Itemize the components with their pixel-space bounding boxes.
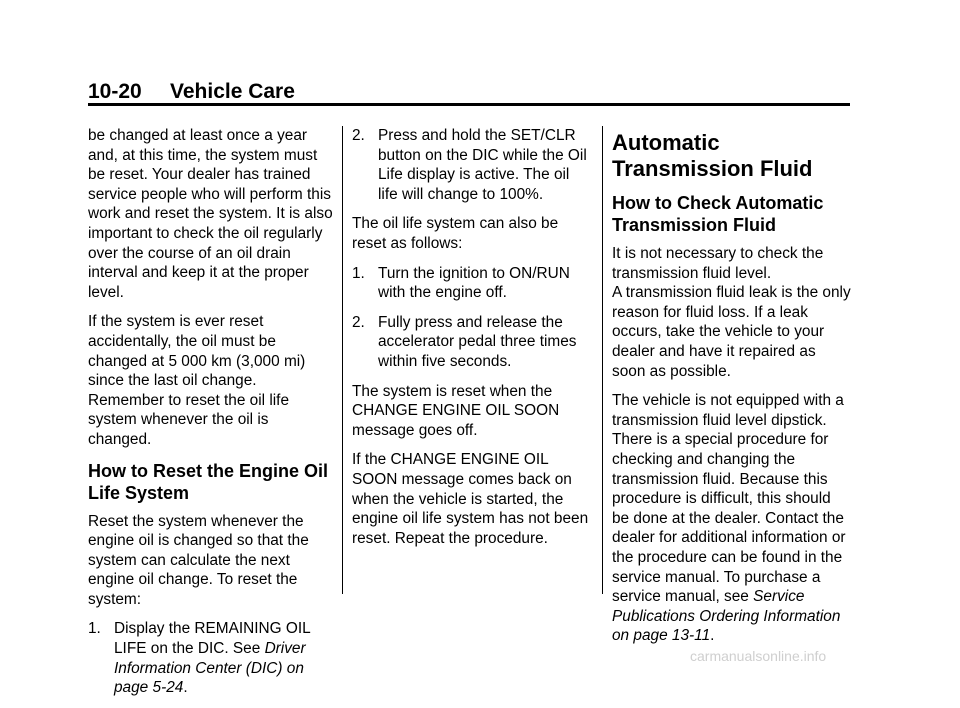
list-item: 2. Fully press and release the accelerator pedal three times within five seconds.: [352, 313, 577, 370]
page-number: 10-20: [88, 80, 142, 103]
list-item: 2. Press and hold the SET/CLR button on the DIC while the Oil Life display is active. The oil life will change to 100%.: [352, 127, 587, 203]
column-divider-2: [602, 126, 603, 594]
column-1: [88, 126, 333, 708]
paragraph: If the CHANGE ENGINE OIL SOON message comes back on when the vehicle is started, the engine oil life system has not been reset. Repeat the procedure.: [352, 451, 589, 547]
column-2: [352, 126, 592, 558]
section-heading: How to Check Automatic Transmission Fluid: [612, 193, 824, 235]
paragraph: It is not necessary to check the transmission fluid level.: [612, 245, 824, 282]
column-3: [612, 126, 852, 656]
section-title: Vehicle Care: [170, 80, 295, 103]
column-divider-1: [342, 126, 343, 594]
list-number: 2.: [352, 313, 365, 331]
list-item: 1. Turn the ignition to ON/RUN with the engine off.: [352, 264, 570, 302]
paragraph: A transmission fluid leak is the only reason for fluid loss. If a leak occurs, take the vehicle to your dealer and have it repaired as soon as possible.: [612, 284, 851, 380]
paragraph: Reset the system whenever the engine oil is changed so that the system can calculate the next engine oil change. To reset the system:: [88, 512, 309, 608]
header-rule: [88, 103, 850, 106]
paragraph: If the system is ever reset accidentally, the oil must be changed at 5 000 km (3,000 mi) since the last oil change. Remember to reset the oil life system whenever the oil is changed.: [88, 313, 306, 448]
list-number: 2.: [352, 127, 365, 144]
list-number: 1.: [352, 264, 365, 282]
watermark: carmanualsonline.info: [690, 648, 827, 664]
section-heading: How to Reset the Engine Oil Life System: [88, 460, 329, 503]
list-number: 1.: [88, 620, 101, 638]
chapter-title: Automatic Transmission Fluid: [612, 130, 813, 181]
cross-reference-link[interactable]: Service Publications Ordering Information on page 13-11: [612, 588, 841, 645]
cross-reference-link[interactable]: Driver Information Center (DIC) on page 5-24: [114, 640, 306, 697]
paragraph: The oil life system can also be reset as follows:: [352, 215, 559, 252]
paragraph: The vehicle is not equipped with a transmission fluid level dipstick. There is a special procedure for checking and changing the transmission fluid. Because this procedure is difficult, this should be done at the dealer. Contact the dealer for additional information or the procedure can be found in the service manual. To purchase a service manual, see Service Publications Ordering Information on page 13-11.: [612, 392, 846, 645]
list-item: 1. Display the REMAINING OIL LIFE on the DIC. See Driver Information Center (DIC) on page 5-24.: [88, 620, 311, 697]
paragraph: The system is reset when the CHANGE ENGINE OIL SOON message goes off.: [352, 382, 560, 439]
paragraph: be changed at least once a year and, at this time, the system must be reset. Your dealer has trained service people who will perform this work and reset the system. It is also important to check the oil regularly over the course of an oil drain interval and keep it at the proper level.: [88, 127, 333, 301]
